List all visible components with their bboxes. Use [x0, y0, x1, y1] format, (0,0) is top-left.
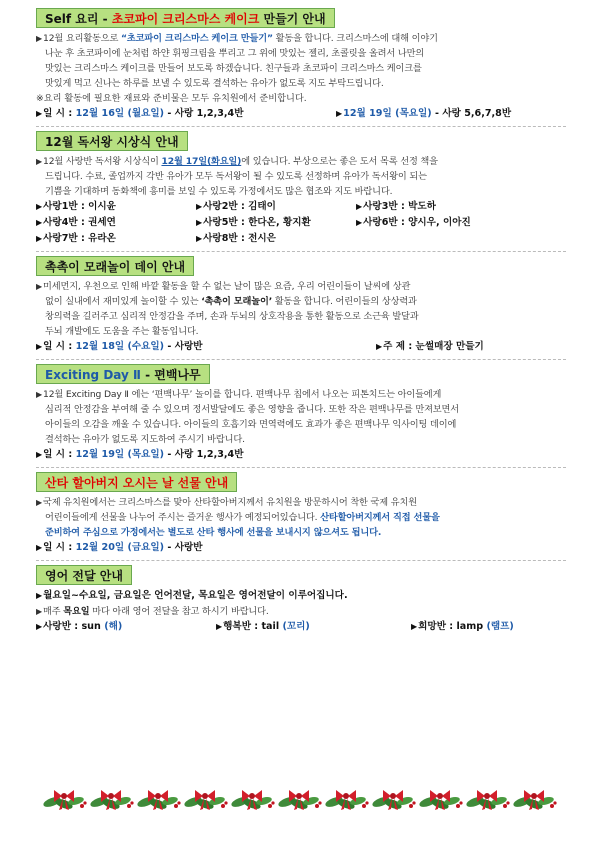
para-line: 두뇌 개발에도 도움을 주는 활동입니다.: [45, 326, 199, 337]
title-prefix: Exciting Day Ⅱ: [45, 368, 141, 382]
triangle-bullet-icon: ▶: [36, 450, 43, 459]
sandplay-paragraph: [36, 279, 566, 339]
para-line: 기쁨을 기대하며 동화책에 흥미를 보일 수 있도록 가정에서도 많은 협조와 지도 바랍니다.: [45, 186, 393, 197]
english-line2: [36, 604, 566, 619]
cooking-note: ※요리 활동에 필요한 재료와 준비물은 모두 유치원에서 준비합니다.: [36, 93, 307, 104]
english-section: [36, 565, 566, 635]
para-text: 매주: [43, 606, 64, 617]
english-section-title: 영어 전달 안내: [36, 565, 132, 585]
english-words-row: [36, 619, 566, 635]
para-highlight: 12월 17일(화요일): [161, 156, 242, 167]
triangle-bullet-icon: ▶: [36, 34, 43, 43]
para-text: 12월 요리활동으로: [43, 33, 122, 44]
triangle-bullet-icon: ▶: [36, 342, 43, 351]
triangle-bullet-icon: ▶: [36, 202, 43, 211]
cooking-section-title: [36, 8, 335, 28]
triangle-bullet-icon: ▶: [196, 234, 203, 243]
triangle-bullet-icon: ▶: [336, 109, 343, 118]
para-text: 어린이들에게 선물을 나누어 주시는 즐거운 행사가 예정되어있습니다.: [45, 512, 321, 523]
date-tail: - 사랑 1,2,3,4반: [164, 449, 244, 460]
para-line: 창의력을 길러주고 심리적 안정감을 주며, 손과 두뇌의 상호작용을 통한 활동으로 소근육 발달과: [45, 311, 419, 322]
winner-item: 사랑4반 : 권세연: [43, 217, 116, 228]
divider: [36, 251, 566, 252]
triangle-bullet-icon: ▶: [356, 218, 363, 227]
triangle-bullet-icon: ▶: [36, 591, 43, 600]
triangle-bullet-icon: ▶: [376, 342, 383, 351]
triangle-bullet-icon: ▶: [356, 202, 363, 211]
word-label: 희망반 : lamp: [418, 621, 487, 632]
santa-section-title: [36, 472, 237, 492]
winners-row: [36, 199, 566, 215]
cooking-paragraph: [36, 31, 566, 91]
triangle-bullet-icon: ▶: [36, 498, 43, 507]
para-highlight: 산타할아버지께서 직접 선물을: [320, 512, 440, 523]
santa-paragraph: [36, 495, 566, 540]
word-label: 행복반 : tail: [223, 621, 283, 632]
newsletter-page: [36, 8, 566, 639]
santa-section: [36, 472, 566, 556]
triangle-bullet-icon: ▶: [36, 607, 43, 616]
para-line: 나눈 후 초코파이에 눈처럼 하얀 휘핑크림을 뿌리고 그 위에 맛있는 젤리, 초콜릿을 올려서 나만의: [45, 48, 425, 59]
reading-paragraph: [36, 154, 566, 199]
date-label: 일 시 :: [43, 108, 76, 119]
para-line: 아이들의 오감을 깨울 수 있습니다. 아이들의 호흡기와 면역력에도 효과가 좋은 편백나무 익사이팅 데이에: [45, 419, 457, 430]
divider: [36, 467, 566, 468]
word-korean: (꼬리): [282, 621, 310, 632]
winners-row: [36, 215, 566, 231]
divider: [36, 126, 566, 127]
winner-item: 사랑2반 : 김태이: [203, 201, 276, 212]
exciting-day-section: [36, 364, 566, 463]
triangle-bullet-icon: ▶: [36, 622, 43, 631]
sandplay-section-title: 촉촉이 모래놀이 데이 안내: [36, 256, 194, 276]
exciting-day-section-title: [36, 364, 210, 384]
para-text: 에 있습니다. 부상으로는 좋은 도서 목록 선정 책을: [241, 156, 438, 167]
date-value: 12월 18일 (수요일): [75, 341, 165, 352]
triangle-bullet-icon: ▶: [36, 109, 43, 118]
sandplay-section: [36, 256, 566, 355]
word-korean: (해): [104, 621, 123, 632]
cooking-section: [36, 8, 566, 122]
title-suffix: - 편백나무: [140, 368, 201, 382]
triangle-bullet-icon: ▶: [216, 622, 223, 631]
title-prefix: Self 요리 -: [45, 12, 112, 26]
triangle-bullet-icon: ▶: [36, 282, 43, 291]
theme-value: 주 제 : 눈썰매장 만들기: [383, 341, 484, 352]
date-value: 12월 16일 (월요일): [75, 108, 165, 119]
date-value: 12월 20일 (금요일): [75, 542, 165, 553]
triangle-bullet-icon: ▶: [36, 543, 43, 552]
para-highlight: “초코파이 크리스마스 케이크 만들기”: [121, 33, 273, 44]
para-highlight: 준비하여 주심으로 가정에서는 별도로 산타 행사에 선물을 보내시지 않으셔도 됩니다.: [45, 527, 382, 538]
date-tail: - 사랑반: [164, 542, 203, 553]
para-line: 드립니다. 수료, 졸업까지 각반 유아가 모두 독서왕이 될 수 있도록 선정하며 유아가 독서왕이 되는: [45, 171, 427, 182]
date-label: 일 시 :: [43, 341, 76, 352]
para-text: 없이 실내에서 재미있게 놀이할 수 있는: [45, 296, 202, 307]
title-highlight: 초코파이 크리스마스 케이크: [111, 12, 260, 26]
para-line: 결석하는 유아가 없도록 지도하여 주시기 바랍니다.: [45, 434, 245, 445]
winner-item: 사랑5반 : 한다온, 황지환: [203, 217, 311, 228]
winner-item: 사랑1반 : 이시윤: [43, 201, 116, 212]
word-label: 사랑반 : sun: [43, 621, 105, 632]
date-value: 12월 19일 (목요일): [75, 449, 165, 460]
date-label: 일 시 :: [43, 542, 76, 553]
reading-section: [36, 131, 566, 247]
para-line: 맛있는 크리스마스 케이크를 만들어 보도록 하겠습니다. 친구들과 초코파이 크리스마스 케이크를: [45, 63, 422, 74]
title-suffix: 만들기 안내: [259, 12, 326, 26]
triangle-bullet-icon: ▶: [36, 157, 43, 166]
winner-item: 사랑3반 : 박도하: [363, 201, 436, 212]
triangle-bullet-icon: ▶: [196, 218, 203, 227]
winner-item: 사랑8반 : 전시은: [203, 233, 276, 244]
santa-date-row: [36, 540, 566, 556]
para-highlight: 목요일: [63, 606, 90, 617]
winner-item: 사랑7반 : 유라온: [43, 233, 116, 244]
sandplay-dates-row: [36, 339, 566, 355]
reading-section-title: 12월 독서왕 시상식 안내: [36, 131, 188, 151]
triangle-bullet-icon: ▶: [411, 622, 418, 631]
title-text: 산타 할아버지 오시는 날 선물 안내: [45, 476, 229, 490]
triangle-bullet-icon: ▶: [196, 202, 203, 211]
para-text: 월요일~수요일, 금요일은 언어전달, 목요일은 영어전달이 이루어집니다.: [43, 590, 348, 601]
para-line: 맛있게 먹고 신나는 하루를 보낼 수 있도록 결석하는 유아가 없도록 지도 부탁드립니다.: [45, 78, 384, 89]
date-tail: - 사랑 5,6,7,8반: [431, 108, 512, 119]
para-highlight: ‘촉촉이 모래놀이’: [201, 296, 273, 307]
divider: [36, 560, 566, 561]
winner-item: 사랑6반 : 양시우, 이아진: [363, 217, 471, 228]
para-text: 활동을 합니다. 어린이들의 상상력과: [272, 296, 417, 307]
exciting-day-date-row: [36, 447, 566, 463]
divider: [36, 359, 566, 360]
christmas-garland-icon: [36, 784, 564, 814]
date-value: 12월 19일 (목요일): [343, 108, 432, 119]
cooking-dates-row: [36, 106, 566, 122]
exciting-day-paragraph: [36, 387, 566, 447]
word-korean: (램프): [486, 621, 514, 632]
date-tail: - 사랑반: [164, 341, 203, 352]
para-text: 12월 Exciting Day Ⅱ 에는 ‘편백나무’ 놀이를 합니다. 편백나무 칩에서 나오는 피톤치드는 아이들에게: [43, 389, 442, 400]
date-tail: - 사랑 1,2,3,4반: [164, 108, 244, 119]
para-text: 마다 아래 영어 전달을 참고 하시기 바랍니다.: [89, 606, 269, 617]
date-label: 일 시 :: [43, 449, 76, 460]
english-line1: [36, 588, 566, 604]
para-text: 미세먼지, 우천으로 인해 바깥 활동을 할 수 없는 날이 많은 요즘, 우리 어린이들이 날씨에 상관: [43, 281, 411, 292]
para-text: 국제 유치원에서는 크리스마스를 맞아 산타할아버지께서 유치원을 방문하시어 착한 국제 유치원: [43, 497, 417, 508]
triangle-bullet-icon: ▶: [36, 234, 43, 243]
winners-row: [36, 231, 566, 247]
triangle-bullet-icon: ▶: [36, 390, 43, 399]
para-line: 심리적 안정감을 부여해 줄 수 있으며 정서발달에도 좋은 영향을 줍니다. 또한 작은 편백나무를 만져보면서: [45, 404, 459, 415]
triangle-bullet-icon: ▶: [36, 218, 43, 227]
para-text: 12월 사랑반 독서왕 시상식이: [43, 156, 162, 167]
para-text: 활동을 합니다. 크리스마스에 대해 이야기: [272, 33, 438, 44]
